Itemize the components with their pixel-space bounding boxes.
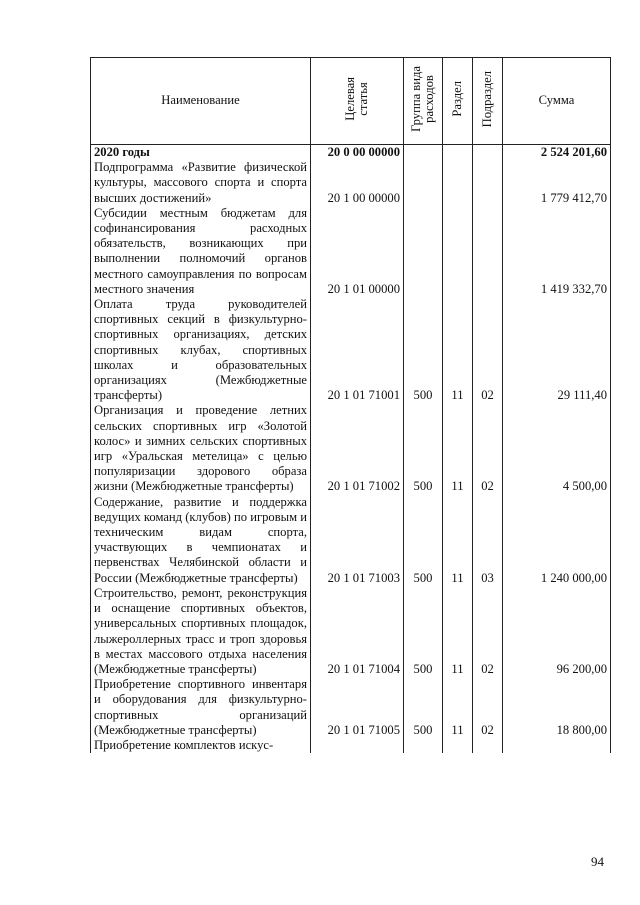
cell-subsection: 02 xyxy=(473,586,503,677)
cell-subsection: 02 xyxy=(473,403,503,494)
cell-target-article: 20 1 01 71005 xyxy=(311,677,404,738)
header-amount: Сумма xyxy=(503,58,611,145)
table-row xyxy=(91,297,611,403)
table-row xyxy=(91,677,611,738)
budget-table xyxy=(90,57,611,753)
cell-subsection xyxy=(473,145,503,161)
cell-section xyxy=(443,738,473,753)
cell-name: Оплата труда руководителей спортивных секций в физкультурно-спортивных организациях, детских спортивных клубах, спортивных школах и образовательных организациях (Межбюджетные трансферты) xyxy=(91,297,311,403)
cell-amount: 29 111,40 xyxy=(503,297,611,403)
cell-subsection: 02 xyxy=(473,297,503,403)
table-row xyxy=(91,145,611,161)
cell-target-article: 20 1 01 71004 xyxy=(311,586,404,677)
cell-subsection: 02 xyxy=(473,677,503,738)
cell-name: Содержание, развитие и поддержка ведущих команд (клубов) по игровым и техническим видам спорта, участвующих в чемпионатах и первенствах Челябинской области и России (Межбюджетные трансферты) xyxy=(91,495,311,586)
page-number: 94 xyxy=(591,854,604,869)
cell-section: 11 xyxy=(443,495,473,586)
table-row xyxy=(91,206,611,297)
cell-section xyxy=(443,145,473,161)
cell-target-article xyxy=(311,738,404,753)
cell-name: Субсидии местным бюджетам для софинансирования расходных обязательств, возникающих при выполнении полномочий органов местного самоуправления по вопросам местного значения xyxy=(91,206,311,297)
header-target-article: Целевая статья xyxy=(311,58,404,145)
cell-section: 11 xyxy=(443,677,473,738)
cell-subsection xyxy=(473,738,503,753)
cell-expense-group xyxy=(404,738,443,753)
cell-subsection xyxy=(473,160,503,206)
table-row xyxy=(91,495,611,586)
cell-expense-group xyxy=(404,160,443,206)
cell-section: 11 xyxy=(443,403,473,494)
cell-subsection xyxy=(473,206,503,297)
cell-target-article: 20 1 01 71003 xyxy=(311,495,404,586)
cell-target-article: 20 1 01 00000 xyxy=(311,206,404,297)
cell-expense-group: 500 xyxy=(404,297,443,403)
cell-expense-group xyxy=(404,145,443,161)
cell-section: 11 xyxy=(443,586,473,677)
cell-amount: 18 800,00 xyxy=(503,677,611,738)
cell-section xyxy=(443,160,473,206)
cell-section: 11 xyxy=(443,297,473,403)
cell-target-article: 20 1 00 00000 xyxy=(311,160,404,206)
cell-name: Строительство, ремонт, реконструкция и оснащение спортивных объектов, универсальных спортивных площадок, лыжероллерных трасс и троп здоровья в местах массового отдыха населения (Межбюджетные трансферты) xyxy=(91,586,311,677)
cell-amount: 96 200,00 xyxy=(503,586,611,677)
cell-expense-group: 500 xyxy=(404,677,443,738)
cell-amount xyxy=(503,738,611,753)
cell-subsection: 03 xyxy=(473,495,503,586)
table-row xyxy=(91,738,611,753)
cell-expense-group xyxy=(404,206,443,297)
table-row xyxy=(91,586,611,677)
header-subsection: Подраздел xyxy=(473,58,503,145)
cell-name: Приобретение комплектов искус- xyxy=(91,738,311,753)
cell-target-article: 20 0 00 00000 xyxy=(311,145,404,161)
cell-amount: 2 524 201,60 xyxy=(503,145,611,161)
table-row xyxy=(91,403,611,494)
cell-section xyxy=(443,206,473,297)
cell-expense-group: 500 xyxy=(404,586,443,677)
table-header-row xyxy=(91,58,611,145)
table-row xyxy=(91,160,611,206)
cell-amount: 1 779 412,70 xyxy=(503,160,611,206)
cell-amount: 4 500,00 xyxy=(503,403,611,494)
header-section: Раздел xyxy=(443,58,473,145)
header-name: Наименование xyxy=(91,58,311,145)
cell-expense-group: 500 xyxy=(404,495,443,586)
cell-name: Подпрограмма «Развитие физической культуры, массового спорта и спорта высших достижений» xyxy=(91,160,311,206)
cell-amount: 1 419 332,70 xyxy=(503,206,611,297)
cell-target-article: 20 1 01 71001 xyxy=(311,297,404,403)
cell-amount: 1 240 000,00 xyxy=(503,495,611,586)
cell-name: 2020 годы xyxy=(91,145,311,161)
cell-target-article: 20 1 01 71002 xyxy=(311,403,404,494)
cell-name: Приобретение спортивного инвентаря и оборудования для физкультурно-спортивных организаций (Межбюджетные трансферты) xyxy=(91,677,311,738)
cell-expense-group: 500 xyxy=(404,403,443,494)
header-expense-group: Группа вида расходов xyxy=(404,58,443,145)
cell-name: Организация и проведение летних сельских спортивных игр «Золотой колос» и зимних сельских спортивных игр «Уральская метелица» с целью популяризации здорового образа жизни (Межбюджетные трансферты) xyxy=(91,403,311,494)
